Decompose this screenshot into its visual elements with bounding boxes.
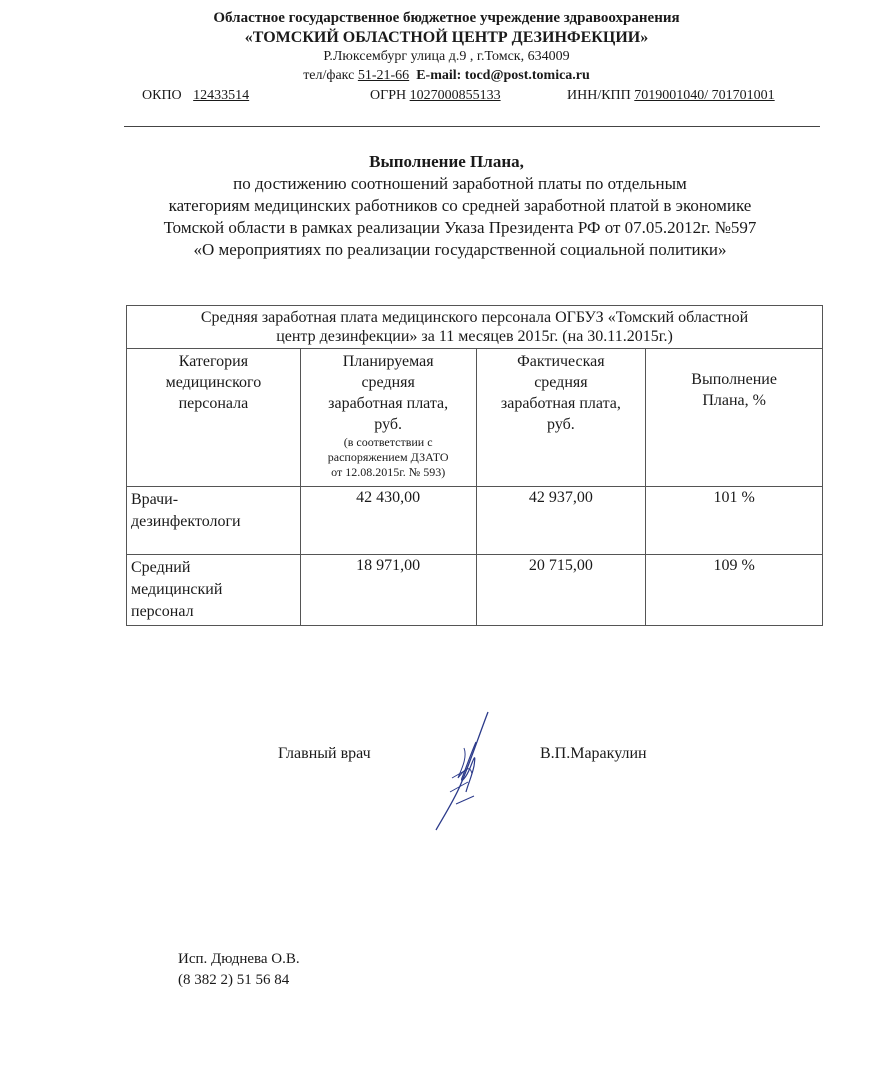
inn-value: 7019001040/ 701701001 — [634, 88, 775, 103]
row-category — [127, 487, 301, 555]
table-caption — [127, 306, 823, 349]
org-name-line1: Областное государственное бюджетное учреждение здравоохранения — [213, 10, 680, 26]
table-row — [127, 555, 823, 626]
header-text: заработная плата, — [500, 395, 621, 412]
org-address: Р.Люксембург улица д.9 , г.Томск, 634009 — [323, 49, 570, 64]
subtitle-line: Томской области в рамках реализации Указа Президента РФ от 07.05.2012г. №597 — [163, 218, 757, 237]
header-text: Планируемая — [342, 353, 434, 370]
ogrn-value: 1027000855133 — [409, 88, 501, 103]
header-note: распоряжением ДЗАТО — [327, 450, 449, 464]
header-text: медицинского — [165, 374, 262, 391]
salary-table — [126, 305, 823, 626]
row-planned: 18 971,00 — [300, 555, 476, 626]
category-text: Врачи- — [131, 491, 179, 508]
org-identifiers — [0, 88, 893, 108]
header-percent — [646, 349, 823, 487]
header-planned — [300, 349, 476, 487]
document-subtitle — [110, 173, 810, 261]
signer-name: В.П.Маракулин — [540, 745, 647, 762]
ogrn-label: ОГРН — [370, 88, 407, 103]
handwritten-signature — [430, 708, 510, 833]
ogrn — [370, 88, 501, 104]
header-note: от 12.08.2015г. № 593) — [331, 465, 446, 479]
okpo — [142, 88, 323, 104]
header-text: руб. — [547, 416, 575, 433]
org-name-line2: «ТОМСКИЙ ОБЛАСТНОЙ ЦЕНТР ДЕЗИНФЕКЦИИ» — [244, 29, 649, 46]
executor-block — [178, 949, 300, 991]
caption-line: центр дезинфекции» за 11 месяцев 2015г. (на 30.11.2015г.) — [276, 328, 673, 345]
executor-name: Исп. Дюднева О.В. — [178, 951, 300, 967]
category-text: медицинский — [131, 581, 223, 598]
header-note: (в соответствии с — [343, 435, 433, 449]
header-category — [127, 349, 301, 487]
row-actual: 42 937,00 — [476, 487, 646, 555]
executor-phone: (8 382 2) 51 56 84 — [178, 972, 290, 988]
phone-label: тел/факс — [303, 68, 355, 83]
header-actual — [476, 349, 646, 487]
subtitle-line: «О мероприятиях по реализации государственной социальной политики» — [193, 240, 727, 259]
header-text: Категория — [178, 353, 249, 370]
header-text: заработная плата, — [328, 395, 449, 412]
caption-line: Средняя заработная плата медицинского персонала ОГБУЗ «Томский областной — [200, 309, 749, 326]
signer-role: Главный врач — [278, 745, 371, 762]
row-percent: 109 % — [646, 555, 823, 626]
category-text: персонал — [131, 603, 194, 620]
category-text: дезинфектологи — [131, 513, 241, 530]
header-text: Фактическая — [517, 353, 605, 370]
header-text: средняя — [534, 374, 588, 391]
phone-number: 51-21-66 — [357, 68, 410, 83]
okpo-label: ОКПО — [142, 88, 182, 103]
table-caption-row — [127, 306, 823, 349]
header-text: Плана, % — [702, 392, 766, 409]
inn-label: ИНН/КПП — [567, 88, 631, 103]
org-contacts — [0, 68, 893, 84]
header-text: Выполнение — [691, 371, 777, 388]
row-percent: 101 % — [646, 487, 823, 555]
email-label: E-mail: — [416, 68, 462, 83]
row-planned: 42 430,00 — [300, 487, 476, 555]
header-divider — [124, 126, 820, 127]
row-actual: 20 715,00 — [476, 555, 646, 626]
table-row — [127, 487, 823, 555]
okpo-value: 12433514 — [193, 88, 250, 103]
category-text: Средний — [131, 559, 191, 576]
header-text: персонала — [178, 395, 249, 412]
subtitle-line: по достижению соотношений заработной платы по отдельным — [233, 174, 687, 193]
inn — [567, 88, 775, 104]
row-category — [127, 555, 301, 626]
document-title: Выполнение Плана, — [369, 152, 524, 171]
email-address: tocd@post.tomica.ru — [464, 68, 590, 83]
header-text: руб. — [374, 416, 403, 433]
table-header-row — [127, 349, 823, 487]
subtitle-line: категориям медицинских работников со средней заработной платой в экономике — [168, 196, 752, 215]
header-text: средняя — [361, 374, 415, 391]
